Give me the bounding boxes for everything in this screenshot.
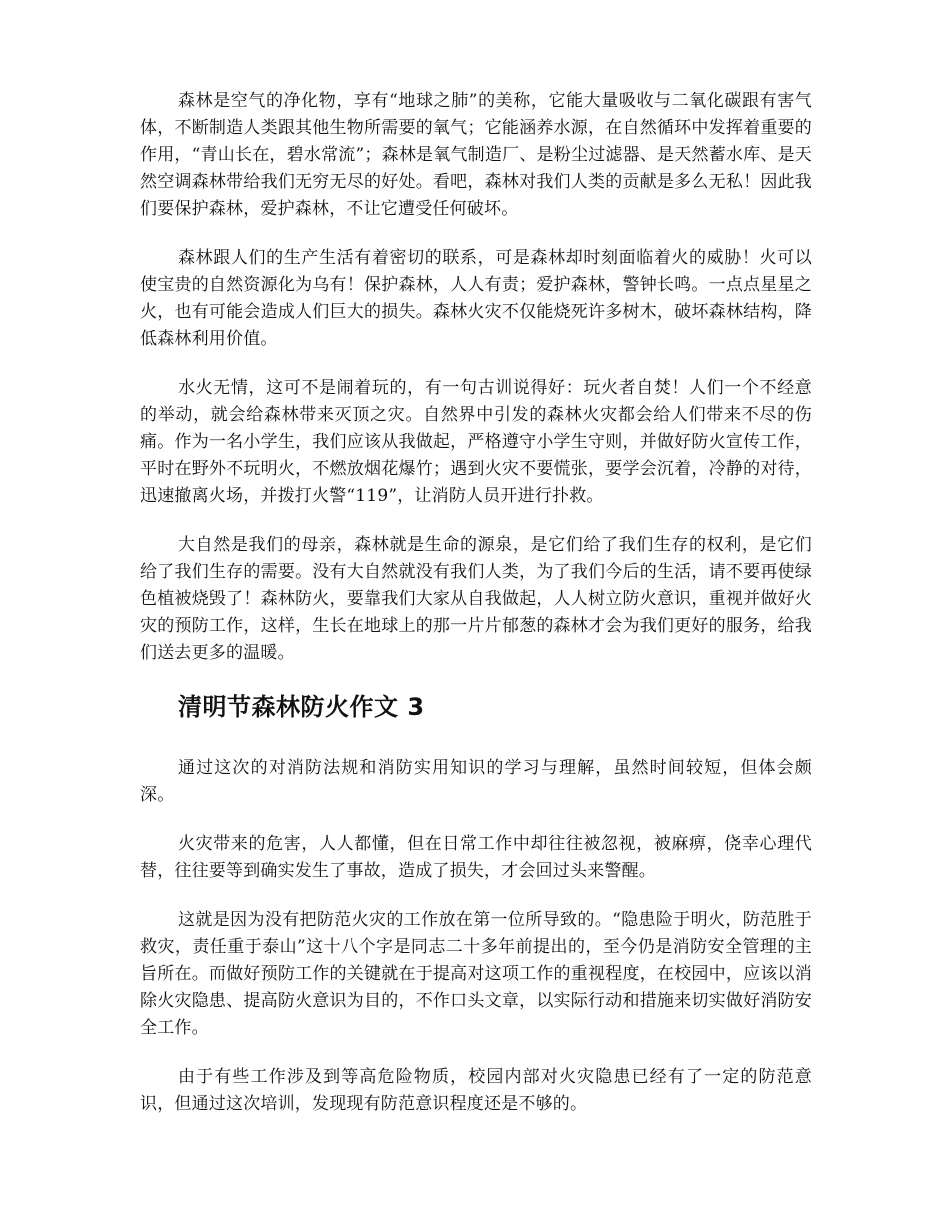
section-heading: 清明节森林防火作文 3	[178, 693, 425, 721]
paragraph: 大自然是我们的母亲，森林就是生命的源泉，是它们给了我们生存的权利，是它们给了我们生存的需要。没有大自然就没有我们人类，为了我们今后的生活，请不要再使绿色植被烧毁了！森林防火，要靠我们大家从自我做起，人人树立防火意识，重视并做好火灾的预防工作，这样，生长在地球上的那一片片郁葱的森林才会为我们更好的服务，给我们送去更多的温暖。	[140, 535, 812, 663]
paragraph: 森林是空气的净化物，享有“地球之肺”的美称，它能大量吸收与二氧化碳跟有害气体，不断制造人类跟其他生物所需要的氧气；它能涵养水源，在自然循环中发挥着重要的作用，“青山长在，碧水常流”；森林是氧气制造厂、是粉尘过滤器、是天然蓄水库、是天然空调森林带给我们无穷无尽的好处。看吧，森林对我们人类的贡献是多么无私！因此我们要保护森林，爱护森林，不让它遭受任何破坏。	[140, 91, 812, 219]
paragraph: 由于有些工作涉及到等高危险物质，校园内部对火灾隐患已经有了一定的防范意识，但通过这次培训，发现现有防范意识程度还是不够的。	[140, 1067, 812, 1114]
paragraph: 这就是因为没有把防范火灾的工作放在第一位所导致的。“隐患险于明火，防范胜于救灾，责任重于泰山”这十八个字是同志二十多年前提出的，至今仍是消防安全管理的主旨所在。而做好预防工作的关键就在于提高对这项工作的重视程度，在校园中，应该以消除火灾隐患、提高防火意识为目的，不作口头文章，以实际行动和措施来切实做好消防安全工作。	[140, 910, 812, 1038]
paragraph: 水火无情，这可不是闹着玩的，有一句古训说得好：玩火者自焚！人们一个不经意的举动，就会给森林带来灭顶之灾。自然界中引发的森林火灾都会给人们带来不尽的伤痛。作为一名小学生，我们应该从我做起，严格遵守小学生守则，并做好防火宣传工作，平时在野外不玩明火，不燃放烟花爆竹；遇到火灾不要慌张，要学会沉着，冷静的对待，迅速撤离火场，并拨打火警“119”，让消防人员开进行扑救。	[140, 378, 812, 506]
paragraph: 森林跟人们的生产生活有着密切的联系，可是森林却时刻面临着火的威胁！火可以使宝贵的自然资源化为乌有！保护森林，人人有责；爱护森林，警钟长鸣。一点点星星之火，也有可能会造成人们巨大的损失。森林火灾不仅能烧死许多树木，破坏森林结构，降低森林利用价值。	[140, 248, 812, 349]
document-page	[140, 88, 812, 1140]
paragraph: 火灾带来的危害，人人都懂，但在日常工作中却往往被忽视，被麻痹，侥幸心理代替，往往要等到确实发生了事故，造成了损失，才会回过头来警醒。	[140, 834, 812, 881]
paragraph: 通过这次的对消防法规和消防实用知识的学习与理解，虽然时间较短，但体会颇深。	[140, 758, 812, 805]
